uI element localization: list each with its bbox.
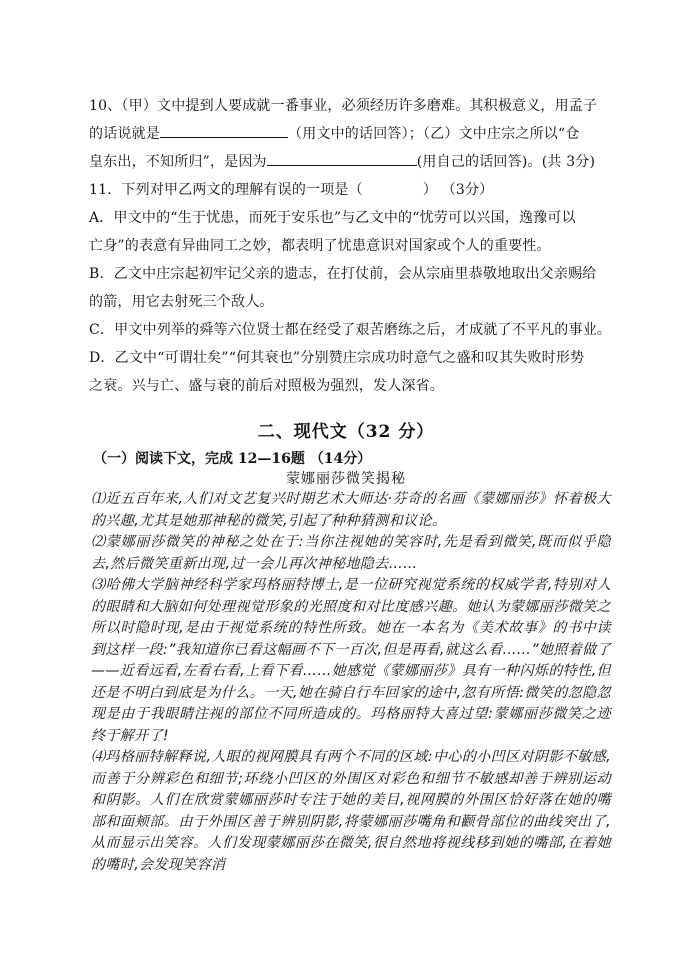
question-10-line-3-tail: (用自己的话回答)。(共 3分) xyxy=(416,154,596,170)
question-11 xyxy=(89,176,629,400)
article-title: 蒙娜丽莎微笑揭秘 xyxy=(286,471,406,487)
article-body xyxy=(91,489,611,876)
article-paragraph-1: ⑴近五百年来,人们对文艺复兴时期艺术大师达·芬奇的名画《蒙娜丽莎》怀着极大的兴趣,尤其是她那神秘的微笑,引起了种种猜测和议论。 xyxy=(91,491,611,529)
option-b-line-1: B．乙文中庄宗起初牢记父亲的遗志，在打仗前，会从宗庙里恭敬地取出父亲赐给 xyxy=(89,266,597,282)
question-10 xyxy=(89,92,629,176)
option-b-line-2: 的箭，用它去射死三个敌人。 xyxy=(89,294,274,310)
article-paragraph-4: ⑷玛格丽特解释说,人眼的视网膜具有两个不同的区域:中心的小凹区对阴影不敏感,而善于分辨彩色和细节;环绕小凹区的外围区对彩色和细节不敏感却善于辨别运动和阴影。人们在欣赏蒙娜丽莎时专注于她的美目,视网膜的外围区恰好落在她的嘴部和面颊部。由于外围区善于辨别阴影,将蒙娜丽莎嘴角和颧骨部位的曲线突出了,从而显示出笑容。人们发现蒙娜丽莎在微笑,很自然地将视线移到她的嘴部,在着她的嘴时,会发现笑容消 xyxy=(91,749,611,873)
question-10-line-2 xyxy=(89,120,629,148)
section-title: 二、现代文（32 分） xyxy=(257,422,435,442)
question-10-line-3-lead: 皇东出，不知所归”，是因为 xyxy=(89,154,267,170)
question-11-stem-lead: 11．下列对甲乙两文的理解有误的一项是（ xyxy=(89,182,363,198)
option-d-line-1: D．乙文中“可谓壮矣”“何其衰也”分别赞庄宗成功时意气之盛和叹其失败时形势 xyxy=(89,350,585,366)
question-10-line-2-tail: （用文中的话回答）；（乙）文中庄宗之所以“仓 xyxy=(288,126,580,142)
answer-blank-1[interactable] xyxy=(160,121,288,138)
question-10-line-1: 10、（甲）文中提到人要成就一番事业，必须经历许多磨难。其积极意义，用孟子 xyxy=(89,98,598,114)
question-10-line-2-lead: 的话说就是 xyxy=(89,126,160,142)
article-paragraph-2: ⑵蒙娜丽莎微笑的神秘之处在于:当你注视她的笑容时,先是看到微笑,既而似乎隐去,然后微笑重新出现,过一会儿再次神秘地隐去…… xyxy=(91,534,611,572)
option-d-line-2: 之衰。兴与亡、盛与衰的前后对照极为强烈，发人深省。 xyxy=(89,378,444,394)
question-11-stem-tail: ） （3分） xyxy=(422,182,494,198)
section-sub-heading: （一）阅读下文，完成 12—16题 （14分） xyxy=(93,451,372,467)
answer-blank-2[interactable] xyxy=(267,149,417,166)
option-c-line-1: C．甲文中列举的舜等六位贤士都在经受了艰苦磨练之后，才成就了不平凡的事业。 xyxy=(89,322,612,338)
option-a-line-1: A．甲文中的“生于忧患，而死于安乐也”与乙文中的“忧劳可以兴国，逸豫可以 xyxy=(89,210,576,226)
question-10-line-3 xyxy=(89,148,629,176)
question-11-stem xyxy=(89,176,629,204)
option-a-line-2: 亡身”的表意有异曲同工之妙，都表明了忧患意识对国家或个人的重要性。 xyxy=(89,238,551,254)
article-paragraph-3: ⑶哈佛大学脑神经科学家玛格丽特博士,是一位研究视觉系统的权威学者,特别对人的眼睛和大脑如何处理视觉形象的光照度和对比度感兴趣。她认为蒙娜丽莎微笑之所以时隐时现,是由于视觉系统的特性所致。她在一本名为《美术故事》的书中读到这样一段:”我知道你已看这幅画不下一百次,但是再看,就这么看……”她照着做了——近看远看,左看右看,上看下看……她感觉《蒙娜丽莎》具有一种闪烁的特性,但还是不明白到底是为什么。一天,她在骑自行车回家的途中,忽有所悟:微笑的忽隐忽现是由于我眼睛注视的部位不同所造成的。玛格丽特大喜过望:蒙娜丽莎微笑之迹终于解开了! xyxy=(91,577,611,744)
